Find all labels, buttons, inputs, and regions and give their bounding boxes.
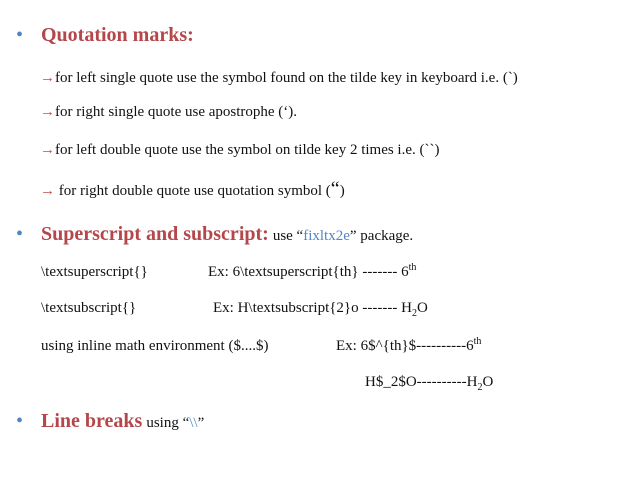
arrow-icon: → bbox=[40, 142, 55, 158]
heading-line-breaks: Line breaks bbox=[41, 410, 143, 432]
sub-command: \textsubscript{} bbox=[41, 300, 137, 316]
sup-command: \textsuperscript{} bbox=[41, 264, 148, 280]
math-env-label: using inline math environment ($....$) bbox=[41, 338, 269, 354]
quote-item-2 bbox=[40, 104, 297, 121]
sub-example-sub: 2 bbox=[411, 308, 417, 319]
sup-example bbox=[208, 264, 416, 281]
bullet-superscript: • bbox=[16, 223, 24, 245]
sub-example bbox=[213, 300, 428, 317]
quote-item-text: for left single quote use the symbol found on the tilde key in keyboard i.e. (`) bbox=[55, 70, 518, 86]
arrow-icon: → bbox=[40, 104, 55, 120]
using-text: using “ bbox=[146, 415, 190, 431]
arrow-icon: → bbox=[40, 183, 55, 199]
quote-item-text: for right double quote use quotation symbol ( bbox=[55, 183, 331, 199]
math-example-1-text: Ex: 6$^{th}$----------6 bbox=[336, 338, 474, 354]
sup-example-exp: th bbox=[408, 262, 417, 273]
quote-item-3 bbox=[40, 142, 440, 159]
quote-item-4 bbox=[40, 178, 345, 201]
heading-superscript-subscript: Superscript and subscript: bbox=[41, 223, 269, 245]
using-close: ” bbox=[197, 415, 205, 431]
quote-item-1 bbox=[40, 70, 518, 87]
sub-example-tail: O bbox=[416, 300, 428, 316]
bullet-line-breaks: • bbox=[16, 410, 24, 432]
math-example-1-exp: th bbox=[473, 336, 482, 347]
math-example-2-tail: O bbox=[482, 374, 494, 390]
quote-item-text: for right single quote use apostrophe (‘). bbox=[55, 104, 298, 120]
package-name: fixltx2e bbox=[303, 228, 350, 244]
sub-example-text: Ex: H\textsubscript{2}o ------- H bbox=[213, 300, 412, 316]
math-example-2-sub: 2 bbox=[477, 382, 483, 393]
math-example-2 bbox=[365, 374, 493, 391]
package-suffix: ” package. bbox=[349, 228, 414, 244]
math-example-1 bbox=[336, 338, 481, 355]
use-text: use “ bbox=[272, 228, 304, 244]
quote-item-close: ) bbox=[339, 183, 345, 199]
math-example-2-text: H$_2$O----------H bbox=[365, 374, 478, 390]
arrow-icon: → bbox=[40, 70, 55, 86]
big-quote-symbol: “ bbox=[330, 178, 340, 200]
line-breaks-line bbox=[41, 410, 204, 433]
quote-item-text: for left double quote use the symbol on tilde key 2 times i.e. (``) bbox=[55, 142, 440, 158]
bullet-quotation: • bbox=[16, 24, 24, 46]
heading-quotation-marks: Quotation marks: bbox=[41, 24, 194, 46]
line-break-command: \\ bbox=[189, 415, 198, 431]
superscript-heading-line bbox=[41, 223, 413, 246]
sup-example-text: Ex: 6\textsuperscript{th} ------- 6 bbox=[208, 264, 409, 280]
